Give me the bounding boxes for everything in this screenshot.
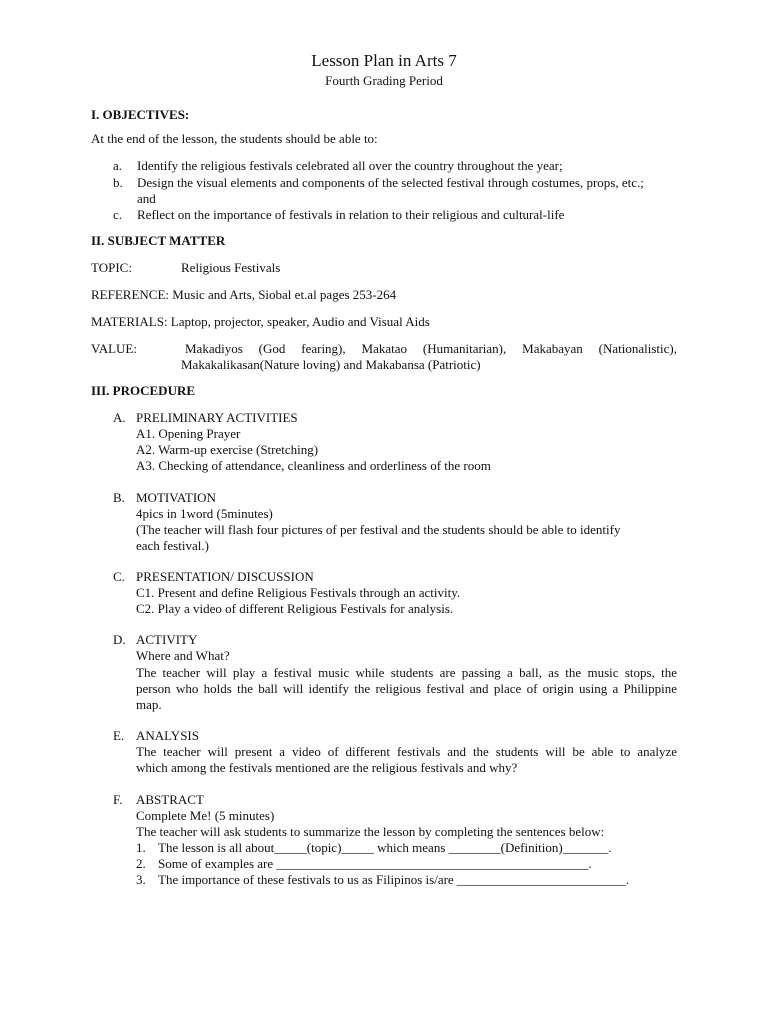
section-line: The teacher will present a video of different festivals and the students will be able to analyze: [136, 744, 677, 759]
objective-marker: b.: [113, 175, 123, 190]
section-marker: C.: [113, 569, 125, 584]
section-title-presentation: PRESENTATION/ DISCUSSION: [136, 569, 314, 584]
list-marker: 3.: [136, 872, 146, 887]
section-line: A2. Warm-up exercise (Stretching): [136, 442, 319, 457]
list-marker: 1.: [136, 840, 146, 855]
section-marker: D.: [113, 632, 126, 647]
section-title-analysis: ANALYSIS: [136, 728, 199, 743]
section-title-activity: ACTIVITY: [136, 632, 198, 647]
section-line: C2. Play a video of different Religious Festivals for analysis.: [136, 601, 454, 616]
fill-in-sentence: The lesson is all about_____(topic)_____ which means ________(Definition)_______.: [158, 840, 612, 855]
objective-marker: a.: [113, 158, 123, 173]
section-line: (The teacher will flash four pictures of per festival and the students should be able to identify: [136, 522, 621, 537]
topic-value: Religious Festivals: [181, 260, 281, 275]
fill-in-sentence: Some of examples are ________________________________________________.: [158, 856, 592, 871]
objective-text-cont: and: [137, 191, 156, 206]
procedure-heading: III. PROCEDURE: [91, 383, 196, 398]
section-title-preliminary: PRELIMINARY ACTIVITIES: [136, 410, 298, 425]
materials-line: MATERIALS: Laptop, projector, speaker, Audio and Visual Aids: [91, 314, 430, 329]
objectives-heading: I. OBJECTIVES:: [91, 107, 190, 122]
section-title-motivation: MOTIVATION: [136, 490, 216, 505]
topic-label: TOPIC:: [91, 260, 132, 275]
section-line: 4pics in 1word (5minutes): [136, 506, 273, 521]
subject-matter-heading: II. SUBJECT MATTER: [91, 233, 226, 248]
section-line: A1. Opening Prayer: [136, 426, 241, 441]
value-line: Makadiyos (God fearing), Makatao (Humanitarian), Makabayan (Nationalistic),: [185, 341, 677, 356]
section-line: The teacher will ask students to summarize the lesson by completing the sentences below:: [136, 824, 605, 839]
objectives-intro: At the end of the lesson, the students should be able to:: [91, 131, 378, 146]
list-marker: 2.: [136, 856, 146, 871]
section-line: person who holds the ball will identify the religious festival and place of origin using a Philippine: [136, 681, 677, 696]
section-line: which among the festivals mentioned are the religious festivals and why?: [136, 760, 518, 775]
document-subtitle: Fourth Grading Period: [325, 73, 443, 88]
objective-marker: c.: [113, 207, 123, 222]
reference-line: REFERENCE: Music and Arts, Siobal et.al pages 253-264: [91, 287, 397, 302]
section-line: Complete Me! (5 minutes): [136, 808, 275, 823]
document-title: Lesson Plan in Arts 7: [311, 51, 457, 70]
section-marker: F.: [113, 792, 123, 807]
objective-text: Reflect on the importance of festivals in relation to their religious and cultural-life: [137, 207, 565, 222]
section-line: The teacher will play a festival music while students are passing a ball, as the music stops, the: [136, 665, 677, 680]
section-line: A3. Checking of attendance, cleanliness and orderliness of the room: [136, 458, 491, 473]
section-line: each festival.): [136, 538, 209, 553]
objective-text: Design the visual elements and components of the selected festival through costumes, props, etc.;: [137, 175, 644, 190]
section-line: C1. Present and define Religious Festivals through an activity.: [136, 585, 461, 600]
value-line: Makakalikasan(Nature loving) and Makabansa (Patriotic): [181, 357, 481, 372]
section-line: Where and What?: [136, 648, 230, 663]
objective-text: Identify the religious festivals celebrated all over the country throughout the year;: [137, 158, 563, 173]
section-marker: A.: [113, 410, 126, 425]
fill-in-sentence: The importance of these festivals to us as Filipinos is/are __________________________.: [158, 872, 630, 887]
section-line: map.: [136, 697, 162, 712]
section-marker: B.: [113, 490, 125, 505]
value-label: VALUE:: [91, 341, 137, 356]
section-marker: E.: [113, 728, 125, 743]
section-title-abstract: ABSTRACT: [136, 792, 204, 807]
